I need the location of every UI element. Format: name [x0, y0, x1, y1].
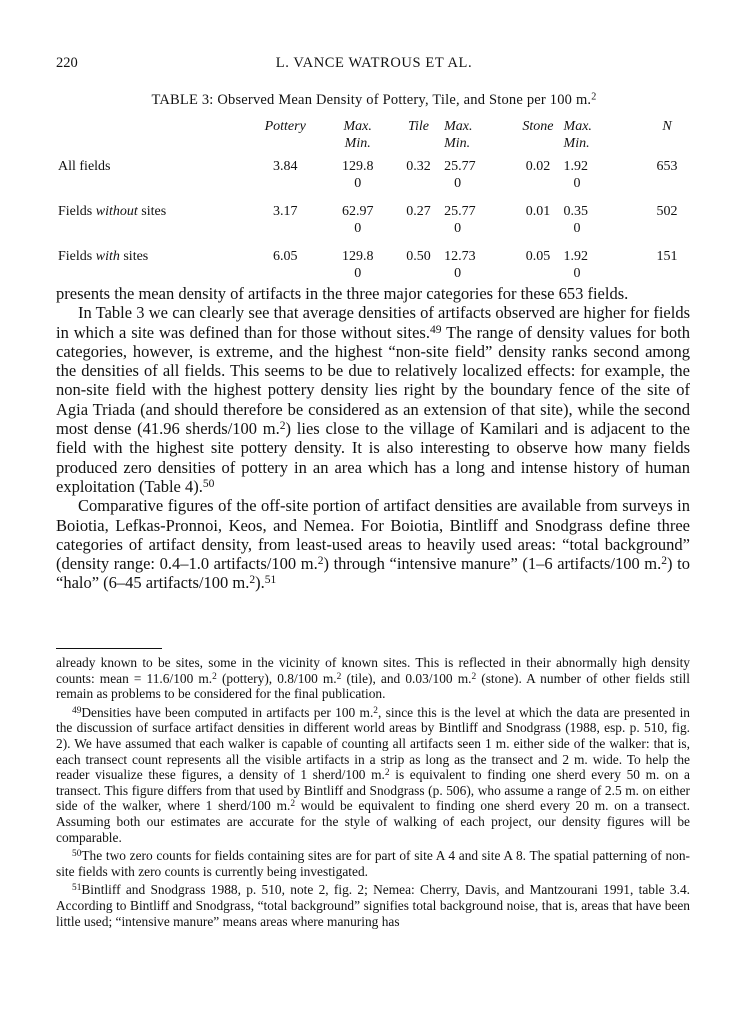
- cell-stone-max: 1.92: [563, 249, 589, 264]
- col-tile-min: Min.: [444, 136, 471, 151]
- cell-pottery-max: 129.8: [341, 159, 374, 174]
- table-caption: [56, 92, 692, 109]
- footnote-51: $^{51}$Bintliff and Snodgrass 1988, p. 510, note 2, fig. 2; Nemea: Cherry, Davis, and Mantzourani 1991, table 3.4. According to Bintliff and Snodgrass, “total background” signifies total background noise, that is, areas that have been little used; “intensive manure” means areas where manuring has: [56, 882, 690, 929]
- cell-pottery: 3.84: [272, 159, 298, 174]
- cell-tile: 0.50: [406, 249, 431, 264]
- footnote-ref: 50: [202, 477, 215, 490]
- cell-stone-max: 1.92: [563, 159, 589, 174]
- page-number: 220: [56, 55, 78, 71]
- paragraph: In Table 3 we can clearly see that average densities of artifacts observed are higher for fields in which a site was defined than for those without sites.$^{49}$ The range of density values for both categories, however, is extreme, and the highest “non-site field” density ranks second among the densities of all fields. This seems to be due to relatively localized effects: for example, the non-site field with the highest pottery density lies right by the boundary fence of the site of Agia Triada (and should therefore be considered as an extension of that site), while the second most dense (41.96 sherds/100 m.$^2$) lies close to the village of Kamilari and is adjacent to the field with the highest site pottery density. It is also interesting to observe how many fields produced zero densities of pottery in an area which has a long and intense history of human exploitation (Table 4).$^{50}$: [56, 303, 691, 496]
- cell-tile: 0.32: [406, 159, 431, 174]
- cell-tile: 0.27: [406, 204, 431, 219]
- table-row: [58, 248, 698, 265]
- cell-n: 653: [656, 159, 678, 174]
- cell-stone: 0.05: [525, 249, 551, 264]
- col-pottery-max: Max.: [343, 119, 372, 134]
- density-table: [58, 118, 698, 282]
- col-pottery: Pottery: [264, 119, 306, 134]
- col-pottery-min: Min.: [344, 136, 371, 151]
- footnotes: [56, 655, 690, 929]
- footnote-ref: 51: [264, 574, 277, 587]
- cell-tile-min: 0: [454, 176, 462, 191]
- cell-pottery: 3.17: [272, 204, 298, 219]
- running-head: [56, 55, 692, 75]
- table-row-min: [58, 265, 698, 282]
- col-tile: Tile: [407, 119, 429, 134]
- col-stone: Stone: [522, 119, 554, 134]
- footnote-divider: [56, 648, 162, 649]
- table-header-row-2: [58, 135, 698, 158]
- body-text: [56, 284, 690, 593]
- cell-pottery-min: 0: [354, 221, 362, 236]
- table-caption-text: TABLE 3: Observed Mean Density of Pottery, Tile, and Stone per 100 m.: [151, 92, 592, 108]
- paragraph: Comparative figures of the off-site portion of artifact densities are available from surveys in Boiotia, Lefkas-Pronnoi, Keos, and Nemea. For Boiotia, Bintliff and Snodgrass define three categories of artifact density, from least-used areas to heavily used areas: “total background” (density range: 0.4–1.0 artifacts/100 m.$^2$) through “intensive manure” (1–6 artifacts/100 m.$^2$) to “halo” (6–45 artifacts/100 m.$^2$).$^{51}$: [56, 496, 690, 593]
- running-title: L. VANCE WATROUS ET AL.: [275, 55, 473, 71]
- cell-stone-min: 0: [573, 266, 581, 281]
- cell-n: 502: [656, 204, 678, 219]
- table-row-min: [58, 220, 698, 237]
- caption-superscript: 2: [591, 91, 597, 103]
- cell-tile-max: 25.77: [444, 159, 476, 174]
- cell-stone-max: 0.35: [563, 204, 589, 219]
- header-blank: [58, 118, 248, 135]
- footnote-number: 51: [72, 883, 82, 894]
- row-label: Fields without sites: [58, 204, 167, 219]
- footnote-number: 50: [72, 848, 82, 859]
- table-row-min: [58, 175, 698, 192]
- col-stone-max: Max.: [563, 119, 592, 134]
- footnote-continued: already known to be sites, some in the vicinity of known sites. This is reflected in their abnormally high density counts: mean = 11.6/100 m.$^2$ (pottery), 0.8/100 m.$^2$ (tile), and 0.03/100 m.$^2$ (stone). A number of other fields still remain as problems to be considered for the final publication.: [56, 655, 691, 702]
- col-tile-max: Max.: [444, 119, 473, 134]
- footnote-50: $^{50}$The two zero counts for fields containing sites are for part of site A 4 and site A 8. The spatial patterning of non-site fields with zero counts is currently being investigated.: [56, 848, 690, 879]
- table-row: [58, 158, 698, 175]
- cell-tile-max: 12.73: [444, 249, 476, 264]
- col-stone-min: Min.: [563, 136, 590, 151]
- cell-pottery-max: 129.8: [341, 249, 374, 264]
- cell-pottery-max: 62.97: [341, 204, 374, 219]
- cell-n: 151: [656, 249, 678, 264]
- cell-stone: 0.01: [525, 204, 551, 219]
- cell-tile-min: 0: [454, 266, 462, 281]
- cell-tile-max: 25.77: [444, 204, 476, 219]
- table-row: [58, 203, 698, 220]
- cell-pottery-min: 0: [354, 176, 362, 191]
- footnote-49: $^{49}$Densities have been computed in artifacts per 100 m.$^2$, since this is the level at which the data are presented in the discussion of surface artifact densities in different world areas by Bintliff and Snodgrass (1988, esp. p. 510, fig. 2). We have assumed that each walker is capable of counting all artifacts seen 1 m. either side of the walker: that is, each transect count represents all the visible artifacts in a strip as long as the transect and 2 m. wide. To help the reader visualize these figures, a density of 1 sherd/100 m.$^2$ is equivalent to finding one sherd every 50 m. on a transect. This figure differs from that used by Bintliff and Snodgrass (p. 506), who assume a range of 2.5 m. on either side of the walker, where 1 sherd/100 m.$^2$ would be equivalent to finding one sherd every 20 m. on a transect. Assuming both our estimates are accurate for the style of walking of each project, our density figures will be comparable.: [56, 704, 690, 845]
- table-header-row: [58, 118, 698, 135]
- cell-pottery-min: 0: [354, 266, 362, 281]
- cell-tile-min: 0: [454, 221, 462, 236]
- row-label: Fields with sites: [58, 249, 149, 264]
- cell-stone: 0.02: [525, 159, 551, 174]
- col-n: N: [662, 119, 672, 134]
- cell-pottery: 6.05: [272, 249, 298, 264]
- footnote-ref: 49: [429, 323, 442, 336]
- footnote-number: 49: [72, 705, 82, 716]
- row-label: All fields: [58, 159, 111, 174]
- paragraph: presents the mean density of artifacts in the three major categories for these 653 fields.: [56, 284, 629, 303]
- cell-stone-min: 0: [573, 221, 581, 236]
- cell-stone-min: 0: [573, 176, 581, 191]
